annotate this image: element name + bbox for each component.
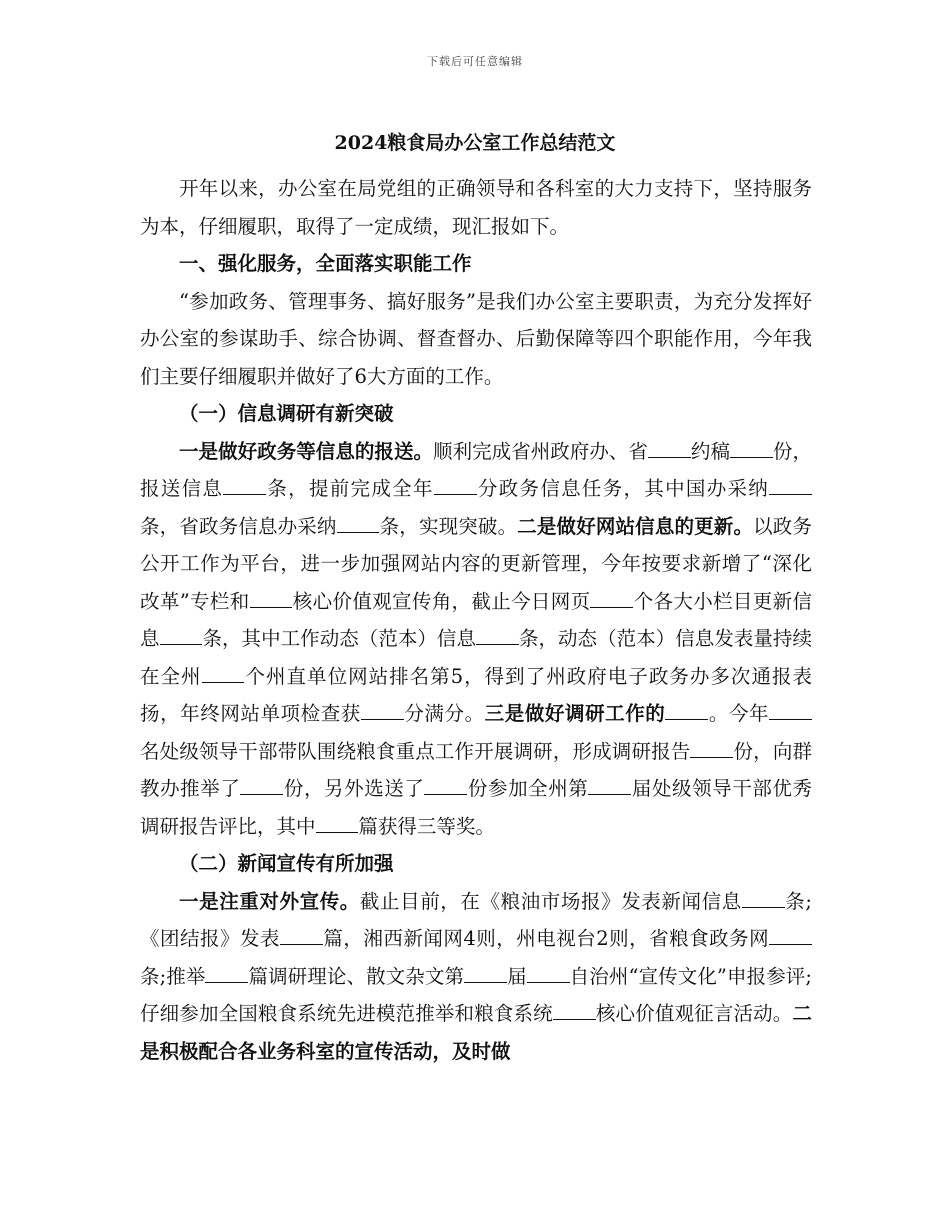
text-run: 条，实现突破。 — [379, 514, 518, 538]
intro-paragraph: 开年以来，办公室在局党组的正确领导和各科室的大力支持下，坚持服务为本，仔细履职，取得了一定成绩，现汇报如下。 — [140, 177, 812, 238]
text-run: 届 — [506, 964, 527, 988]
fill-blank — [337, 514, 380, 533]
text-run: 篇调研理论、散文杂文第 — [248, 964, 465, 988]
text-run: 份，报送信息 — [140, 439, 812, 500]
text-run: 核心价值观征言活动。 — [595, 1002, 793, 1025]
fill-blank — [202, 664, 245, 683]
fill-blank — [464, 964, 507, 983]
fill-blank — [553, 1001, 596, 1020]
text-run: 条，其中工作动态（范本）信息 — [202, 627, 477, 650]
fill-blank — [769, 926, 812, 945]
fill-blank — [588, 776, 631, 795]
fill-blank — [769, 701, 812, 720]
text-run: 约稿 — [690, 439, 730, 463]
fill-blank — [361, 701, 404, 720]
text-run: 篇获得三等奖。 — [358, 814, 495, 838]
text-run: 条，提前完成全年 — [266, 477, 434, 500]
fill-blank — [424, 776, 467, 795]
text-run: 名处级领导干部带队围绕粮食重点工作开展调研，形成调研报告 — [140, 739, 691, 763]
text-run: 篇，湘西新闻网4则，州电视台2则，省粮食政务网 — [322, 927, 770, 950]
bold-lead-1: 一是做好政务等信息的报送。 — [179, 439, 434, 463]
document-title: 2024粮食局办公室工作总结范文 — [334, 132, 616, 154]
subsection-heading-1: （一）信息调研有新突破 — [179, 402, 394, 425]
fill-blank — [250, 589, 293, 608]
fill-blank — [527, 964, 570, 983]
text-run: 个各大小栏目更新信息 — [140, 589, 812, 650]
subsection-heading-2: （二）新闻宣传有所加强 — [179, 852, 394, 875]
text-run: 。今年 — [708, 702, 770, 725]
text-run: 分满分。 — [403, 702, 485, 725]
text-run: 核心价值观宣传角，截止今日网页 — [292, 589, 591, 613]
section-1-paragraph: “参加政务、管理事务、搞好服务”是我们办公室主要职责，为充分发挥好办公室的参谋助手、综合协调、督查督办、后勤保障等四个职能作用，今年我们主要仔细履职并做好了6大方面的工作。 — [140, 289, 812, 388]
fill-blank — [280, 926, 323, 945]
page-header-note: 下载后可任意编辑 — [427, 55, 523, 68]
fill-blank — [316, 814, 359, 833]
text-run: 个州直单位网站排名第5，得到了州政府电子政务办多次通报表扬，年终网站单项检查获 — [140, 664, 812, 725]
bold-lead-2: 二是积极配合各业务科室的宣传活动，及时做 — [140, 1002, 812, 1063]
fill-blank — [742, 889, 785, 908]
text-run: 条;推举 — [140, 964, 206, 988]
text-run: 顺利完成省州政府办、省 — [433, 439, 648, 463]
text-run: 条;《团结报》发表 — [140, 889, 812, 950]
fill-blank — [160, 626, 203, 645]
text-run: 份，向群教办推举了 — [140, 739, 812, 800]
fill-blank — [223, 476, 266, 495]
fill-blank — [590, 589, 633, 608]
text-run: 条，省政务信息办采纳 — [140, 514, 337, 538]
bold-lead-3: 三是做好调研工作的 — [484, 702, 666, 725]
section-heading-1: 一、强化服务，全面落实职能工作 — [179, 252, 472, 275]
text-run: 份，另外选送了 — [283, 777, 425, 800]
fill-blank — [205, 964, 248, 983]
fill-blank — [240, 776, 283, 795]
text-run: 自治州“宣传文化”申报参评;仔细参加全国粮食系统先进模范推举和粮食系统 — [140, 964, 812, 1025]
subsection-1-paragraph — [140, 433, 812, 846]
fill-blank — [690, 739, 733, 758]
text-run: 条，动态（范本）信息发表量持续在全州 — [140, 627, 812, 688]
document-body — [140, 170, 812, 1070]
fill-blank — [730, 439, 773, 458]
fill-blank — [648, 439, 691, 458]
text-run: 截止目前，在《粮油市场报》发表新闻信息 — [359, 889, 742, 913]
fill-blank — [476, 626, 519, 645]
text-run: 届处级领导干部优秀调研报告评比，其中 — [140, 777, 812, 838]
text-run: 分政务信息任务，其中国办采纳 — [476, 477, 770, 500]
text-run: 份参加全州第 — [467, 777, 589, 800]
fill-blank — [665, 701, 708, 720]
bold-lead-2: 二是做好网站信息的更新。 — [517, 514, 754, 538]
text-run: 以政务公开工作为平台，进一步加强网站内容的更新管理，今年按要求新增了“深化改革”专栏和 — [140, 514, 812, 613]
fill-blank — [434, 476, 477, 495]
fill-blank — [769, 476, 812, 495]
subsection-2-paragraph — [140, 883, 812, 1071]
bold-lead-1: 一是注重对外宣传。 — [179, 889, 360, 913]
